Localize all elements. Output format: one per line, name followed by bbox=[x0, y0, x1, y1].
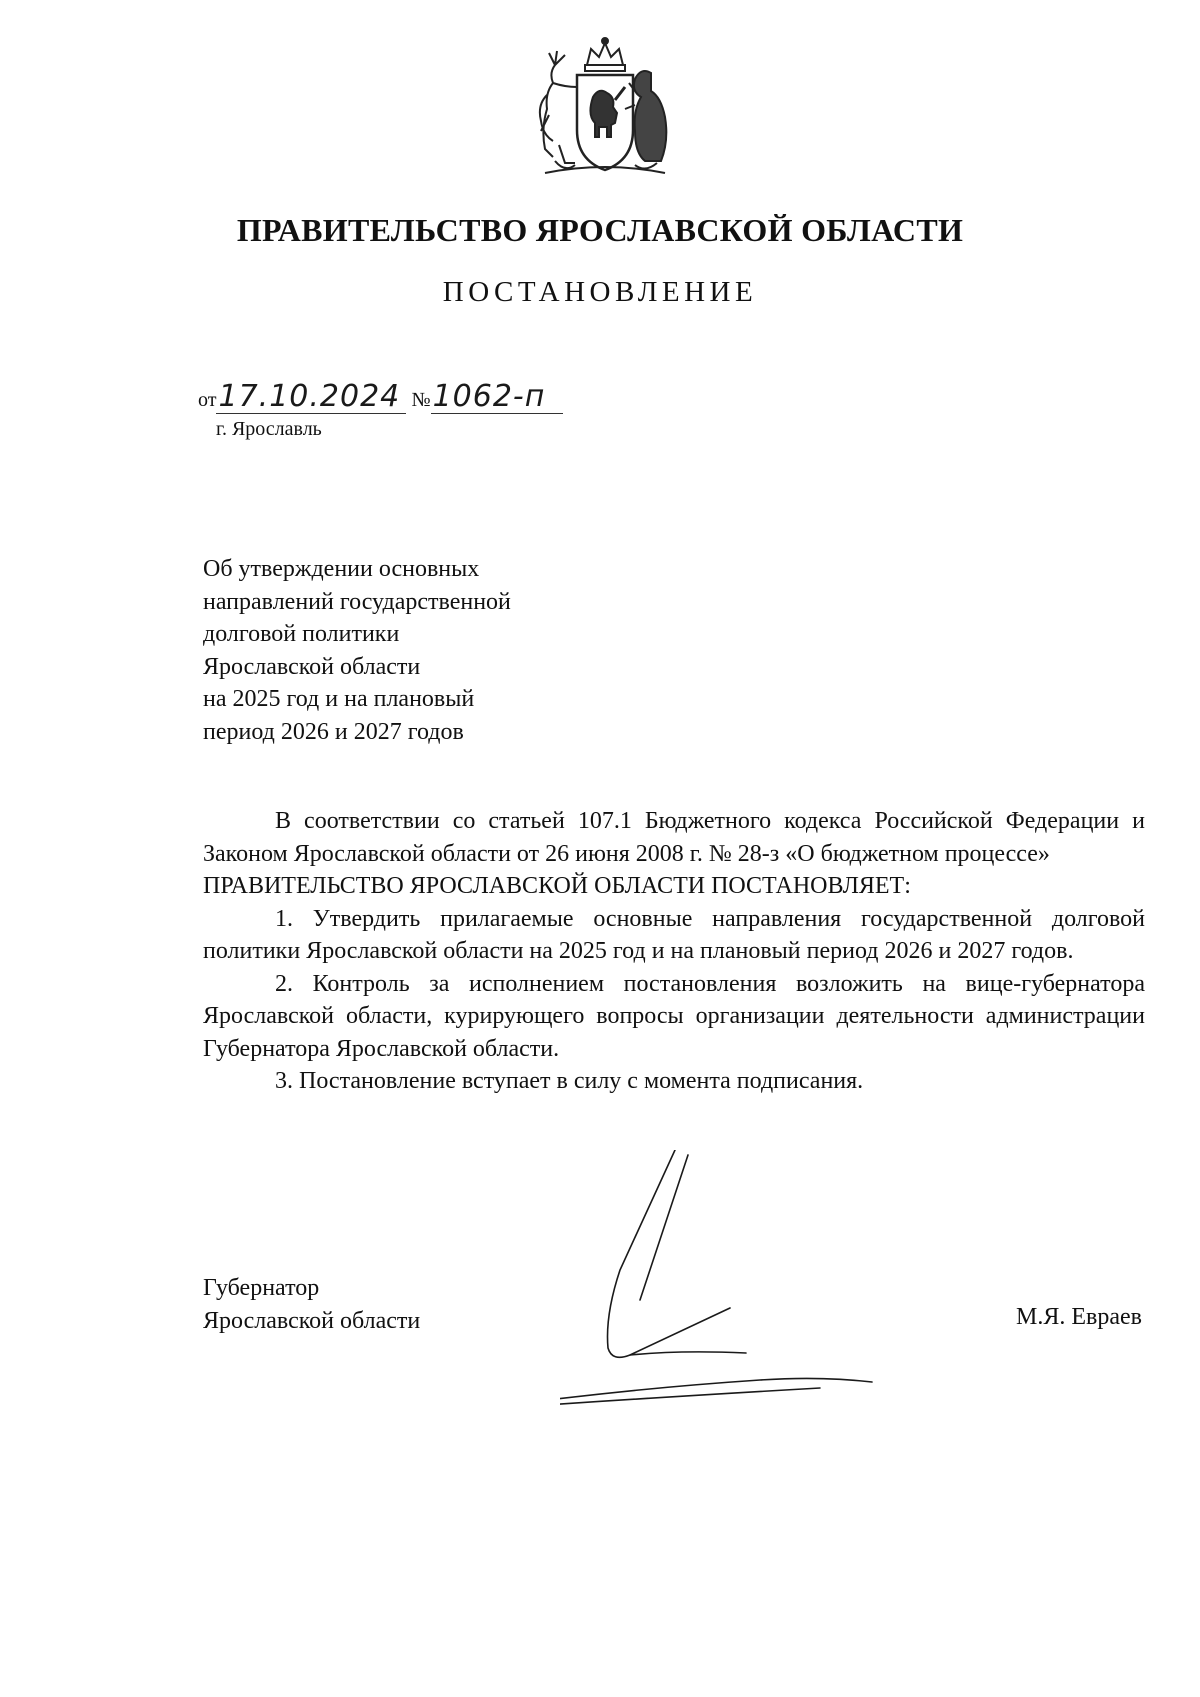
document-subject bbox=[203, 553, 511, 748]
position-line-1: Губернатор bbox=[203, 1275, 320, 1301]
document-date: 17.10.2024 bbox=[218, 379, 401, 414]
signatory-name: М.Я. Евраев bbox=[1016, 1304, 1142, 1330]
city: г. Ярославль bbox=[216, 418, 322, 440]
item-1: 1. Утвердить прилагаемые основные направления государственной долговой политики Ярославской области на 2025 год и на плановый период 2026 и 2027 годов. bbox=[203, 905, 1145, 964]
subject-line: Об утверждении основных bbox=[203, 556, 480, 582]
resolves-line: ПРАВИТЕЛЬСТВО ЯРОСЛАВСКОЙ ОБЛАСТИ ПОСТАНОВЛЯЕТ: bbox=[203, 873, 911, 899]
position-line-2: Ярославской области bbox=[203, 1307, 421, 1334]
handwritten-signature-icon bbox=[560, 1150, 980, 1420]
item-3: 3. Постановление вступает в силу с момента подписания. bbox=[275, 1068, 864, 1094]
date-prefix: от bbox=[198, 389, 217, 411]
subject-line: направлений государственной bbox=[203, 588, 511, 615]
subject-line: на 2025 год и на плановый bbox=[203, 686, 475, 712]
number-prefix: № bbox=[411, 389, 431, 411]
item-2: 2. Контроль за исполнением постановления возложить на вице-губернатора Ярославской области, курирующего вопросы организации деятельности администрации Губернатора Ярославской области. bbox=[203, 970, 1145, 1062]
document-type: ПОСТАНОВЛЕНИЕ bbox=[442, 276, 758, 308]
document-number: 1062-п bbox=[432, 379, 546, 414]
signatory-position bbox=[203, 1272, 420, 1337]
coat-of-arms-icon bbox=[525, 35, 685, 185]
subject-line: долговой политики bbox=[203, 621, 400, 647]
registration-line bbox=[198, 379, 563, 414]
organization-title: ПРАВИТЕЛЬСТВО ЯРОСЛАВСКОЙ ОБЛАСТИ bbox=[236, 212, 964, 248]
preamble: В соответствии со статьей 107.1 Бюджетного кодекса Российской Федерации и Законом Ярославской области от 26 июня 2008 г. № 28-з «О бюджетном процессе» bbox=[203, 808, 1145, 867]
document-body bbox=[203, 805, 1145, 1098]
subject-line: период 2026 и 2027 годов bbox=[203, 718, 464, 745]
subject-line: Ярославской области bbox=[203, 653, 421, 680]
